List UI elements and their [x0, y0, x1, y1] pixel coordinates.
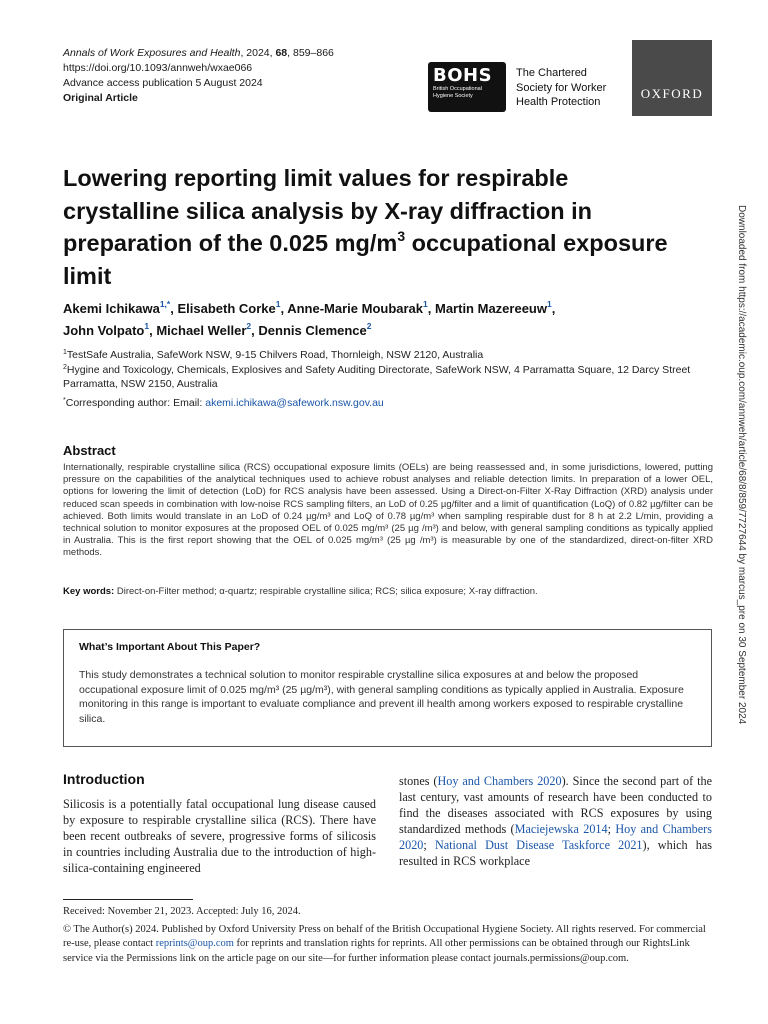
introduction-right-column: stones (Hoy and Chambers 2020). Since the second part of the last century, vast amounts of research have been conducted to find the diseases associated with RCS exposures by using standardized methods (Maciejewska 2014; Hoy and Chambers 2020; National Dust Disease Taskforce 2021), which has resulted in RCS workplace: [399, 774, 713, 868]
keywords-label: Key words:: [63, 586, 117, 597]
email-link[interactable]: akemi.ichikawa@safework.nsw.gov.au: [205, 396, 384, 409]
author[interactable]: Anne-Marie Moubarak$^1$: [287, 299, 428, 316]
important-box-text: This study demonstrates a technical solution to monitor respirable crystalline silica exposures at and below the proposed occupational exposure limit of 0.025 mg/m³ (25 µg/m³), with general sampling conditions as typically applied in Australia. Exposure monitoring in this range is important to evaluate compliance and prevent ill health among workers exposed to respirable crystalline silica.: [79, 669, 684, 725]
citation-link[interactable]: National Dust Disease Taskforce 2021: [434, 838, 643, 852]
corresponding-author: *Corresponding author: Email: akemi.ichikawa@safework.nsw.gov.au: [63, 396, 384, 409]
keywords-text: Direct-on-Filter method; α-quartz; respirable crystalline silica; RCS; silica exposure; X-ray diffraction.: [116, 586, 538, 597]
received-dates: Received: November 21, 2023. Accepted: July 16, 2024.: [63, 906, 301, 917]
reprints-email-link[interactable]: reprints@oup.com: [155, 938, 234, 949]
abstract-text: Internationally, respirable crystalline silica (RCS) occupational exposure limits (OELs) are being reassessed and, in some jurisdictions, lowered, putting pressure on the capabilities of the analytical techniques used to achieve robust analyses and reliable detection limits. In preparation of a lower OEL, options for lowering the limit of detection (LoD) for RCS analysis have been assessed. Using a Direct-on-Filter X-Ray Diffraction (XRD) analysis under reduced scan speeds in combination with low-noise RCS sampling filters, an LoD of 0.25 µg/filter and a limit of quantification (LoQ) of 0.82 µg/filter can be achieved. Both limits would translate in an LoD of 0.24 µg/m³ and LoQ of 0.78 µg/m³ when sampling respirable dust for 8 h at 2.2 L/min, providing a technical solution to monitor exposures at the proposed OEL of 0.025 mg/m³ (25 µg /m³) and below, with general sampling conditions as typically applied in Australia. This is the first report showing that the OEL of 0.025 mg/m³ (25 µg /m³) is measurable by one of the standardized, direct-on-filter XRD methods.: [63, 462, 713, 559]
affiliations: [63, 348, 713, 410]
society-name: The Chartered Society for Worker Health Protection: [516, 67, 607, 108]
introduction-left-column: Silicosis is a potentially fatal occupational lung disease caused by exposure to respirable crystalline silica (RCS). There have been recent outbreaks of severe, progressive forms of silicosis in countries including Australia due to the introduction of high-silica-containing engineered: [63, 797, 376, 875]
important-about-paper-box: [63, 629, 712, 747]
affiliation: $^2$Hygine and Toxicology, Chemicals, Explosives and Safety Auditing Directorate, SafeWork NSW, 4 Parramatta Square, 12 Darcy Street Parramatta, NSW 2150, Australia: [63, 363, 691, 390]
oxford-logo: [632, 40, 712, 116]
copyright-notice: © The Author(s) 2024. Published by Oxford University Press on behalf of the British Occupational Hygiene Society. All rights reserved. For commercial re-use, please contact reprints@oup.com for reprints and translation rights for reprints. All other permissions can be obtained through our RightsLink service via the Permissions link on the article page on our site—for further information please contact journals.permissions@oup.com.: [63, 923, 706, 964]
footer: [63, 905, 713, 966]
author[interactable]: Akemi Ichikawa$^{1,*}$: [63, 299, 171, 316]
article-title: Lowering reporting limit values for respirable crystalline silica analysis by X-ray diffraction in preparation of the 0.025 $mg/m^3$ occupational exposure limit: [63, 165, 668, 289]
bohs-logo: [428, 62, 506, 112]
important-box-title: What’s Important About This Paper?: [79, 641, 261, 653]
bohs-logo-sub-1: British Occupational: [433, 86, 482, 92]
author[interactable]: Dennis Clemence$^2$: [258, 321, 372, 338]
author-list: Akemi Ichikawa$^{1,*}$, Elisabeth Corke$^1$, Anne-Marie Moubarak$^1$, Martin Mazereeuw$^1$, John Volpato$^1$, Michael Weller$^2$, Dennis Clemence$^2$: [63, 299, 556, 338]
journal-citation: Annals of Work Exposures and Health, 2024, 68, 859–866: [63, 47, 334, 59]
introduction-heading: Introduction: [63, 771, 145, 787]
keywords: [63, 586, 713, 597]
citation-link[interactable]: Maciejewska 2014: [514, 822, 608, 836]
journal-name: Annals of Work Exposures and Health: [63, 47, 241, 59]
author[interactable]: Elisabeth Corke$^1$: [177, 299, 281, 316]
download-watermark-text: Downloaded from https://academic.oup.com/annweh/article/68/8/859/7727644 by marcus_pre on 30 September 2024: [736, 205, 747, 725]
advance-access-date: Advance access publication 5 August 2024: [63, 77, 263, 89]
doi-link[interactable]: https://doi.org/10.1093/annweh/wxae066: [63, 62, 253, 74]
author[interactable]: Michael Weller$^2$: [156, 321, 252, 338]
oxford-logo-text: OXFORD: [640, 86, 704, 101]
citation-link[interactable]: Hoy and Chambers 2020: [437, 774, 562, 788]
journal-header: [63, 46, 334, 106]
citation-link[interactable]: Hoy and Chambers 2020: [399, 822, 712, 852]
abstract-heading: Abstract: [63, 443, 116, 458]
download-watermark: [733, 205, 747, 825]
article-type: Original Article: [63, 92, 138, 104]
bohs-logo-mark: BOHS: [433, 65, 493, 86]
author[interactable]: John Volpato$^1$: [63, 321, 150, 338]
bohs-logo-sub-2: Hygiene Society: [433, 93, 473, 99]
author[interactable]: Martin Mazereeuw$^1$: [435, 299, 552, 316]
footer-divider: [63, 899, 193, 900]
journal-volume: 68: [275, 47, 288, 59]
affiliation: $^1$TestSafe Australia, SafeWork NSW, 9-15 Chilvers Road, Thornleigh, NSW 2120, Australia: [63, 349, 484, 361]
